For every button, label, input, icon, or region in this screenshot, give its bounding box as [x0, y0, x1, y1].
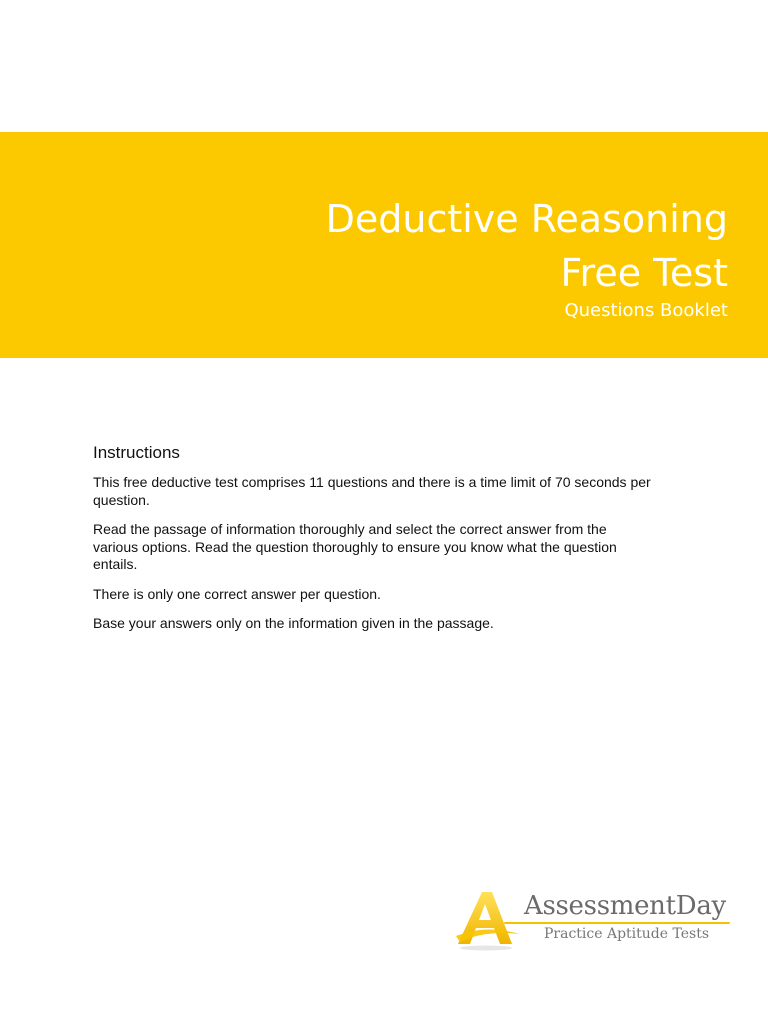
instruction-paragraph: Base your answers only on the information given in the passage. [93, 615, 494, 631]
title-banner [0, 132, 768, 358]
logo-tagline: Practice Aptitude Tests [544, 926, 710, 942]
letter-a-logo-icon [454, 886, 524, 952]
instruction-paragraph: This free deductive test comprises 11 questions and there is a time limit of 70 seconds per question. [93, 474, 651, 508]
instruction-paragraph: There is only one correct answer per question. [93, 585, 381, 602]
instructions-heading: Instructions [93, 443, 180, 462]
logo-name: AssessmentDay [524, 891, 726, 921]
instructions-section [93, 442, 653, 645]
instruction-paragraph: Read the passage of information thoroughly and select the correct answer from the various options. Read the question thoroughly to ensure you know what the question entails. [93, 521, 617, 572]
logo-divider [504, 922, 730, 924]
assessmentday-logo [454, 886, 744, 956]
title-line-2: Free Test [560, 251, 728, 295]
subtitle: Questions Booklet [564, 300, 728, 321]
title-line-1: Deductive Reasoning [325, 197, 728, 241]
